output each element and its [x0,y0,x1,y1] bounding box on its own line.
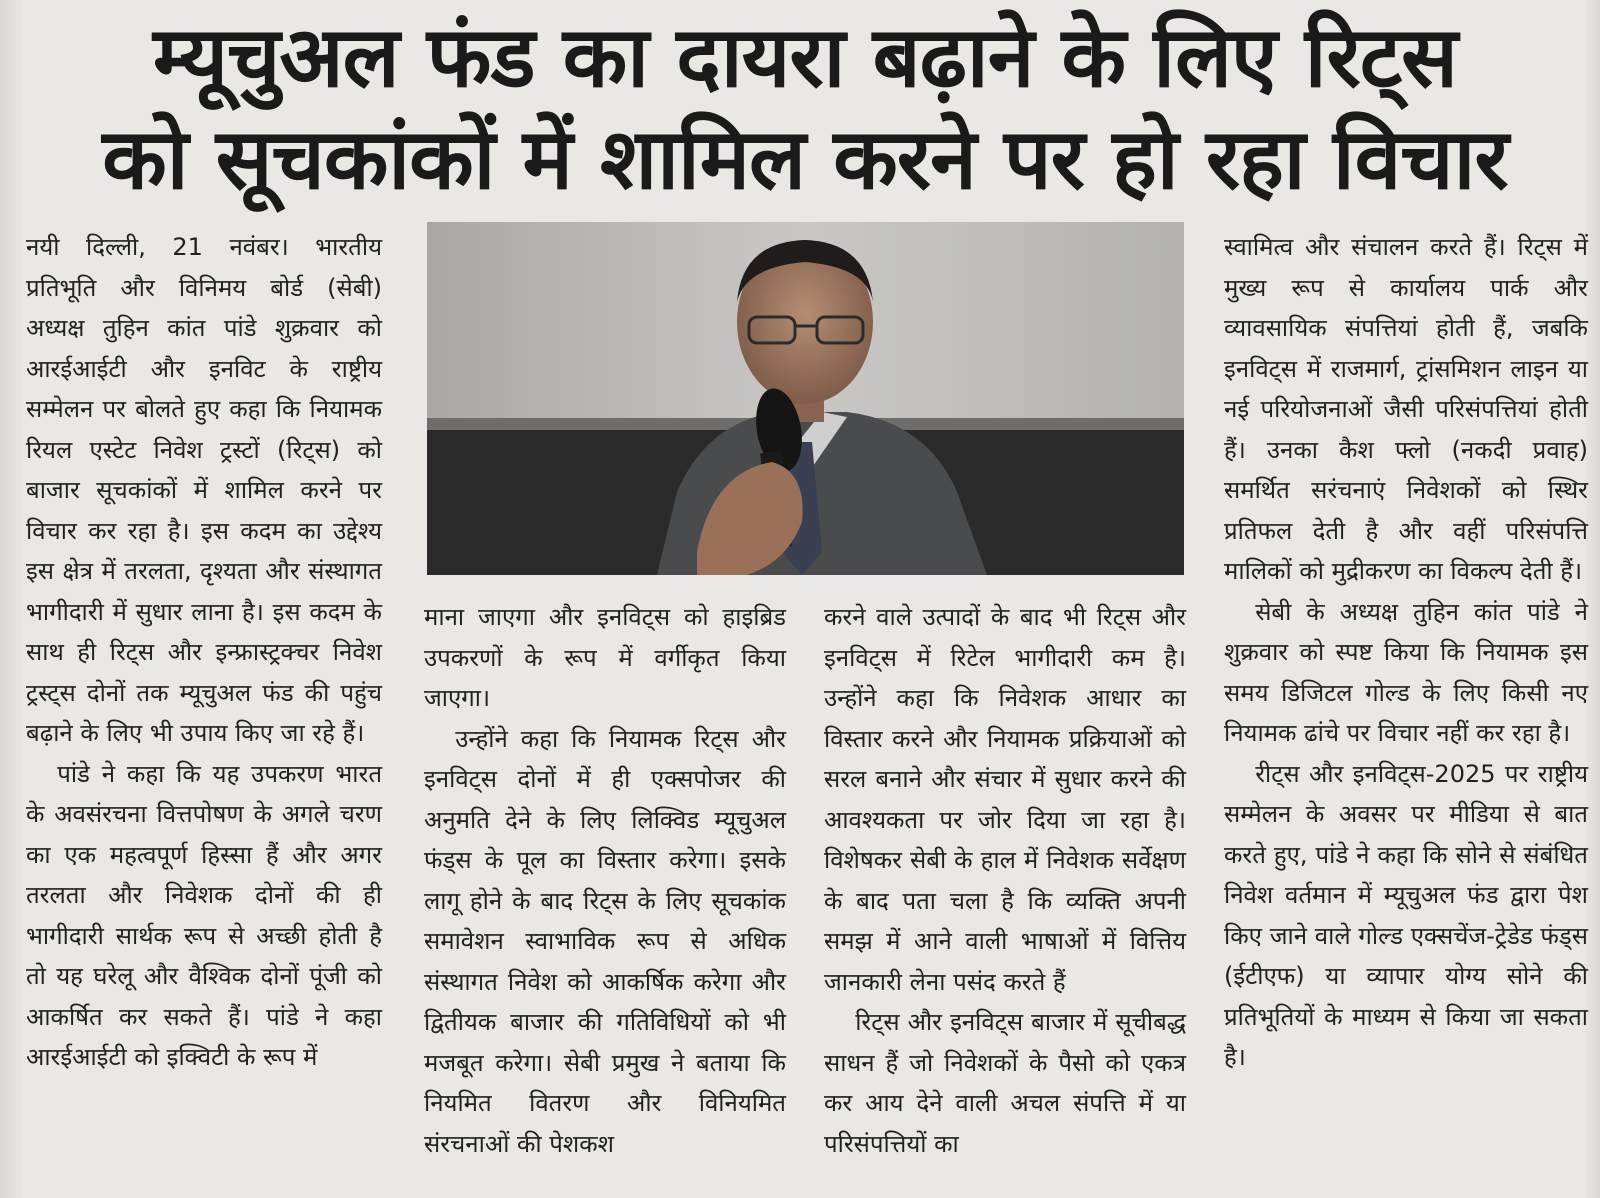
adjacent-column-edge-left [0,0,22,1198]
article-column-3 [824,597,1186,1164]
paragraph: सेबी के अध्यक्ष तुहिन कांत पांडे ने शुक्रवार को स्पष्ट किया कि नियामक इस समय डिजिटल गोल्ड के लिए किसी नए नियामक ढांचे पर विचार नहीं कर रहा है। [1224,597,1588,747]
article-column-4 [1224,227,1588,1078]
adjacent-column-edge-right [1586,0,1600,1198]
paragraph: पांडे ने कहा कि यह उपकरण भारत के अवसंरचना वित्तपोषण के अगले चरण का एक महत्वपूर्ण हिस्सा हैं और अगर तरलता और निवेशक दोनों की ही भागीदारी सार्थक रूप से अच्छी होती है तो यह घरेलू और वैश्विक दोनों पूंजी को आकर्षित कर सकते हैं। पांडे ने कहा आरईआईटी को इक्विटी के रूप में [26,759,382,1071]
paragraph: नयी दिल्ली, 21 नवंबर। भारतीय प्रतिभूति और विनिमय बोर्ड (सेबी) अध्यक्ष तुहिन कांत पांडे शुक्रवार को आरईआईटी और इनविट के राष्ट्रीय सम्मेलन पर बोलते हुए कहा कि नियामक रियल एस्टेट निवेश ट्रस्टों (रिट्स) को बाजार सूचकांकों में शामिल करने पर विचार कर रहा है। इस कदम का उद्देश्य इस क्षेत्र में तरलता, दृश्यता और संस्थागत भागीदारी में सुधार लाना है। इस कदम के साथ ही रिट्स और इन्फ्रास्ट्रक्चर निवेश ट्रस्ट्स दोनों तक म्यूचुअल फंड की पहुंच बढ़ाने के लिए भी उपाय किए जा रहे हैं। [26,233,382,747]
paragraph: उन्होंने कहा कि नियामक रिट्स और इनविट्स दोनों में ही एक्सपोजर की अनुमति देने के लिए लिक्विड म्यूचुअल फंड्स के पूल का विस्तार करेगा। इसके लागू होने के बाद रिट्स के लिए सूचकांक समावेशन स्वाभाविक रूप से अधिक संस्थागत निवेश को आकर्षिक करेगा और द्वितीयक बाजार की गतिविधियों को भी मजबूत करेगा। सेबी प्रमुख ने बताया कि नियमित वितरण और विनियमित संरचनाओं की पेशकश [424,724,786,1158]
headline-line-2: को सूचकांकों में शामिल करने पर हो रहा विचार [102,110,1508,208]
article-column-2 [424,597,786,1164]
paragraph: स्वामित्व और संचालन करते हैं। रिट्स में मुख्य रूप से कार्यालय पार्क और व्यावसायिक संपत्तियां होती हैं, जबकि इनविट्स में राजमार्ग, ट्रांसमिशन लाइन या नई परियोजनाओं जैसी परिसंपत्तियां होती हैं। उनका कैश फ्लो (नकदी प्रवाह) समर्थित सरंचनाएं निवेशकों को स्थिर प्रतिफल देती है और वहीं परिसंपत्ति मालिकों को मुद्रीकरण का विकल्प देती हैं। [1224,233,1588,585]
headline [30,6,1580,210]
paragraph: रिट्स और इनविट्स बाजार में सूचीबद्ध साधन हैं जो निवेशकों के पैसो को एकत्र कर आय देने वाली अचल संपत्ति में या परिसंपत्तियों का [824,1008,1186,1158]
paragraph: माना जाएगा और इनविट्स को हाइब्रिड उपकरणों के रूप में वर्गीकृत किया जाएगा। [424,603,786,712]
speaker-photo [427,222,1184,575]
paragraph: रीट्स और इनविट्स-2025 पर राष्ट्रीय सम्मेलन के अवसर पर मीडिया से बात करते हुए, पांडे ने कहा कि सोने से संबंधित निवेश वर्तमान में म्यूचुअल फंड द्वारा पेश किए जाने वाले गोल्ड एक्सचेंज-ट्रेडेड फंड्स (ईटीएफ) या व्यापार योग्य सोने की प्रतिभूतियों के माध्यम से किया जा सकता है। [1224,759,1588,1071]
headline-line-1: म्यूचुअल फंड का दायरा बढ़ाने के लिए रिट्स [153,8,1457,106]
article-column-1 [26,227,382,1078]
paragraph: करने वाले उत्पादों के बाद भी रिट्स और इनविट्स में रिटेल भागीदारी कम है। उन्होंने कहा कि निवेशक आधार का विस्तार करने और नियामक प्रक्रियाओं को सरल बनाने और संचार में सुधार करने की आवश्यकता पर जोर दिया जा रहा है। विशेषकर सेबी के हाल में निवेशक सर्वेक्षण के बाद पता चला है कि व्यक्ति अपनी समझ में आने वाली भाषाओं में वित्तिय जानकारी लेना पसंद करते हैं [824,603,1186,996]
